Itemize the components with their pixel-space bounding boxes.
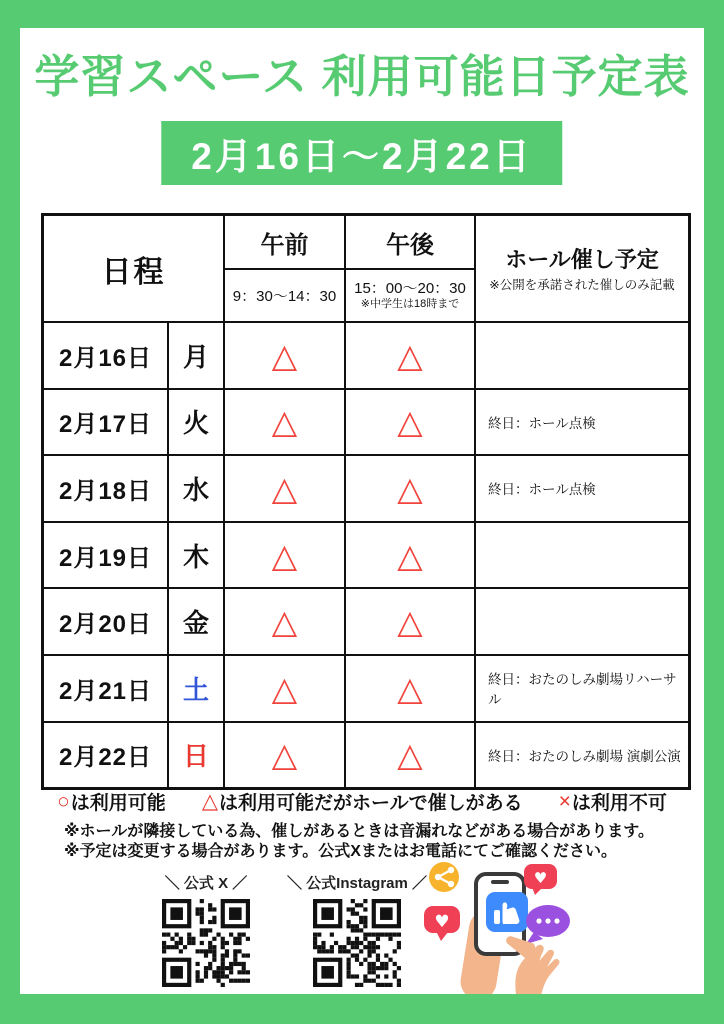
right-hand [506, 936, 559, 994]
official-x-block [138, 872, 274, 987]
afternoon-status-triangle: △ [346, 589, 474, 654]
svg-text:♥: ♥ [533, 869, 548, 887]
afternoon-status-triangle: △ [346, 323, 474, 388]
svg-text:♥: ♥ [434, 912, 450, 932]
legend-unavailable-text: は利用不可 [571, 793, 667, 814]
qr-code-instagram [313, 899, 401, 987]
row-date: 2月21日 [44, 656, 167, 721]
date-range-text: 2月16日〜2月22日 [191, 136, 533, 177]
row-day: 水 [169, 456, 223, 521]
row-day-sunday: 日 [169, 723, 223, 788]
row-day-saturday: 土 [169, 656, 223, 721]
row-event-note: 終日：おたのしみ劇場リハーサル [476, 656, 688, 721]
morning-status-triangle: △ [225, 589, 344, 654]
legend-available [57, 788, 166, 815]
official-x-label: ＼ 公式 X ／ [164, 875, 248, 892]
footnotes [64, 822, 702, 863]
social-media-illustration [424, 860, 606, 994]
qr-code-x [162, 899, 250, 987]
header-hall-events [476, 216, 688, 321]
heart-bubble-right [524, 864, 557, 895]
row-event-note: 終日：ホール点検 [476, 390, 688, 455]
afternoon-status-triangle: △ [346, 656, 474, 721]
share-icon [429, 862, 459, 892]
header-afternoon: 午後 [346, 216, 474, 268]
date-range-banner [161, 121, 562, 185]
footnote-line1: ※ホールが隣接している為、催しがあるときは音漏れなどがある場合があります。 [64, 823, 654, 840]
heart-bubble-left [424, 906, 460, 941]
legend-unavailable [559, 788, 667, 815]
morning-status-triangle: △ [225, 323, 344, 388]
hall-events-title: ホール催し予定 [505, 246, 659, 272]
footnote-line2: ※予定は変更する場合があります。公式Xまたはお電話にてご確認ください。 [64, 843, 617, 861]
legend [20, 788, 704, 815]
official-instagram-label: ＼ 公式Instagram ／ [286, 875, 428, 892]
row-event-note [476, 323, 688, 388]
row-day: 金 [169, 589, 223, 654]
legend-partial-text: は利用可能だがホールで催しがある [218, 793, 523, 814]
chat-bubble-icon [526, 905, 570, 944]
row-date: 2月19日 [44, 523, 167, 588]
page-title: 学習スペース 利用可能日予定表 [34, 51, 690, 102]
header-morning: 午前 [225, 216, 344, 268]
row-event-note: 終日：ホール点検 [476, 456, 688, 521]
row-day: 木 [169, 523, 223, 588]
row-date: 2月20日 [44, 589, 167, 654]
row-day: 月 [169, 323, 223, 388]
row-day: 火 [169, 390, 223, 455]
circle-symbol: ○ [57, 789, 70, 813]
legend-partial [202, 788, 523, 815]
availability-table [41, 213, 691, 790]
header-schedule: 日程 [44, 216, 223, 321]
morning-status-triangle: △ [225, 390, 344, 455]
official-instagram-block [286, 872, 428, 987]
morning-status-triangle: △ [225, 723, 344, 788]
row-date: 2月16日 [44, 323, 167, 388]
legend-available-text: は利用可能 [70, 793, 166, 814]
cross-symbol: × [558, 789, 571, 813]
morning-hours: 9：30〜14：30 [225, 270, 344, 321]
morning-status-triangle: △ [225, 456, 344, 521]
afternoon-status-triangle: △ [346, 456, 474, 521]
row-event-note: 終日：おたのしみ劇場 演劇公演 [476, 723, 688, 788]
row-event-note [476, 523, 688, 588]
afternoon-hours-text: 15：00〜20：30 [354, 279, 466, 297]
hall-events-note: ※公開を承諾された催しのみ記載 [489, 277, 675, 292]
afternoon-status-triangle: △ [346, 390, 474, 455]
row-date: 2月17日 [44, 390, 167, 455]
morning-status-triangle: △ [225, 523, 344, 588]
row-date: 2月18日 [44, 456, 167, 521]
morning-status-triangle: △ [225, 656, 344, 721]
afternoon-status-triangle: △ [346, 723, 474, 788]
row-date: 2月22日 [44, 723, 167, 788]
triangle-symbol: △ [201, 790, 218, 813]
afternoon-hours-note: ※中学生は18時まで [360, 297, 460, 310]
afternoon-status-triangle: △ [346, 523, 474, 588]
row-event-note [476, 589, 688, 654]
afternoon-hours [346, 270, 474, 321]
